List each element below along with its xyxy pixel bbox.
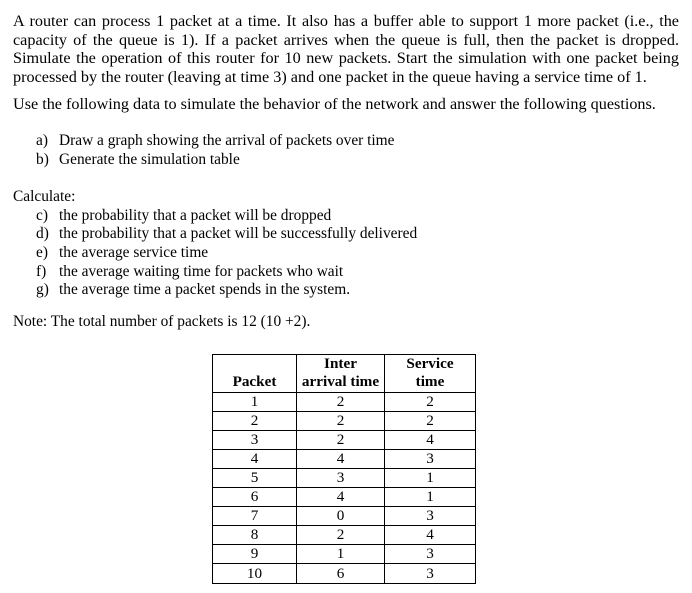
packet-cell: 9 [213, 545, 297, 564]
packet-cell: 2 [213, 412, 297, 431]
table-header-row [213, 355, 476, 393]
service-time-cell: 3 [385, 545, 476, 564]
calc-marker: c) [36, 206, 48, 224]
task-list [36, 132, 679, 169]
header-inter-line1: Inter [324, 355, 357, 372]
calculate-heading: Calculate: [13, 188, 76, 206]
table-row [213, 545, 476, 564]
problem-intro: A router can process 1 packet at a time. It also has a buffer able to support 1 more packet (i.e., the capacity of the queue is 1). If a packet arrives when the queue is full, then the packet is dropped. Simulate the operation of this router for 10 new packets. Start the simulation with one packet being processed by the router (leaving at time 3) and one packet in the queue having a service time of 1. [13, 12, 679, 86]
task-marker: b) [36, 150, 49, 168]
calc-marker: e) [36, 243, 48, 261]
table-row [213, 431, 476, 450]
calc-text: the average time a packet spends in the system. [59, 281, 351, 299]
packet-data-table [212, 354, 476, 584]
note-text: Note: The total number of packets is 12 (10 +2). [13, 312, 311, 330]
inter-arrival-cell: 4 [297, 488, 385, 507]
header-service-time [385, 355, 476, 393]
calc-item-f [36, 263, 679, 282]
service-time-cell: 2 [385, 393, 476, 412]
packet-cell: 5 [213, 469, 297, 488]
header-service-line1: Service [406, 355, 454, 372]
packet-cell: 3 [213, 431, 297, 450]
packet-cell: 7 [213, 507, 297, 526]
inter-arrival-cell: 0 [297, 507, 385, 526]
table-row [213, 526, 476, 545]
inter-arrival-cell: 6 [297, 564, 385, 584]
task-text: Generate the simulation table [59, 150, 240, 168]
service-time-cell: 3 [385, 507, 476, 526]
service-time-cell: 4 [385, 526, 476, 545]
inter-arrival-cell: 4 [297, 450, 385, 469]
inter-arrival-cell: 1 [297, 545, 385, 564]
packet-cell: 4 [213, 450, 297, 469]
problem-instruction: Use the following data to simulate the behavior of the network and answer the following questions. [13, 95, 656, 114]
packet-cell: 1 [213, 393, 297, 412]
inter-arrival-cell: 3 [297, 469, 385, 488]
header-packet-label: Packet [232, 372, 277, 390]
task-marker: a) [36, 131, 48, 149]
service-time-cell: 1 [385, 469, 476, 488]
packet-cell: 10 [213, 564, 297, 584]
task-item-b [36, 151, 679, 170]
calc-marker: d) [36, 225, 49, 243]
inter-arrival-cell: 2 [297, 526, 385, 545]
calc-item-e [36, 244, 679, 263]
table-row [213, 488, 476, 507]
problem-document [13, 12, 679, 331]
table-row [213, 564, 476, 584]
header-inter-line2: arrival time [301, 372, 380, 390]
calculation-list [36, 207, 679, 300]
table-row [213, 412, 476, 431]
table-row [213, 469, 476, 488]
service-time-cell: 3 [385, 564, 476, 584]
service-time-cell: 3 [385, 450, 476, 469]
calc-marker: f) [36, 262, 47, 280]
calc-text: the probability that a packet will be dropped [59, 206, 332, 224]
header-packet [213, 355, 297, 393]
header-service-line2: time [415, 372, 445, 390]
service-time-cell: 1 [385, 488, 476, 507]
calc-marker: g) [36, 281, 49, 299]
inter-arrival-cell: 2 [297, 412, 385, 431]
calc-item-c [36, 207, 679, 226]
calc-item-g [36, 281, 679, 300]
calc-text: the average service time [59, 243, 209, 261]
calc-text: the probability that a packet will be successfully delivered [59, 225, 418, 243]
service-time-cell: 4 [385, 431, 476, 450]
task-item-a [36, 132, 679, 151]
calc-item-d [36, 225, 679, 244]
inter-arrival-cell: 2 [297, 431, 385, 450]
inter-arrival-cell: 2 [297, 393, 385, 412]
table-row [213, 393, 476, 412]
header-inter-arrival-time [297, 355, 385, 393]
table-row [213, 450, 476, 469]
table-row [213, 507, 476, 526]
service-time-cell: 2 [385, 412, 476, 431]
calc-text: the average waiting time for packets who wait [59, 262, 344, 280]
packet-cell: 8 [213, 526, 297, 545]
task-text: Draw a graph showing the arrival of packets over time [59, 131, 395, 149]
packet-cell: 6 [213, 488, 297, 507]
